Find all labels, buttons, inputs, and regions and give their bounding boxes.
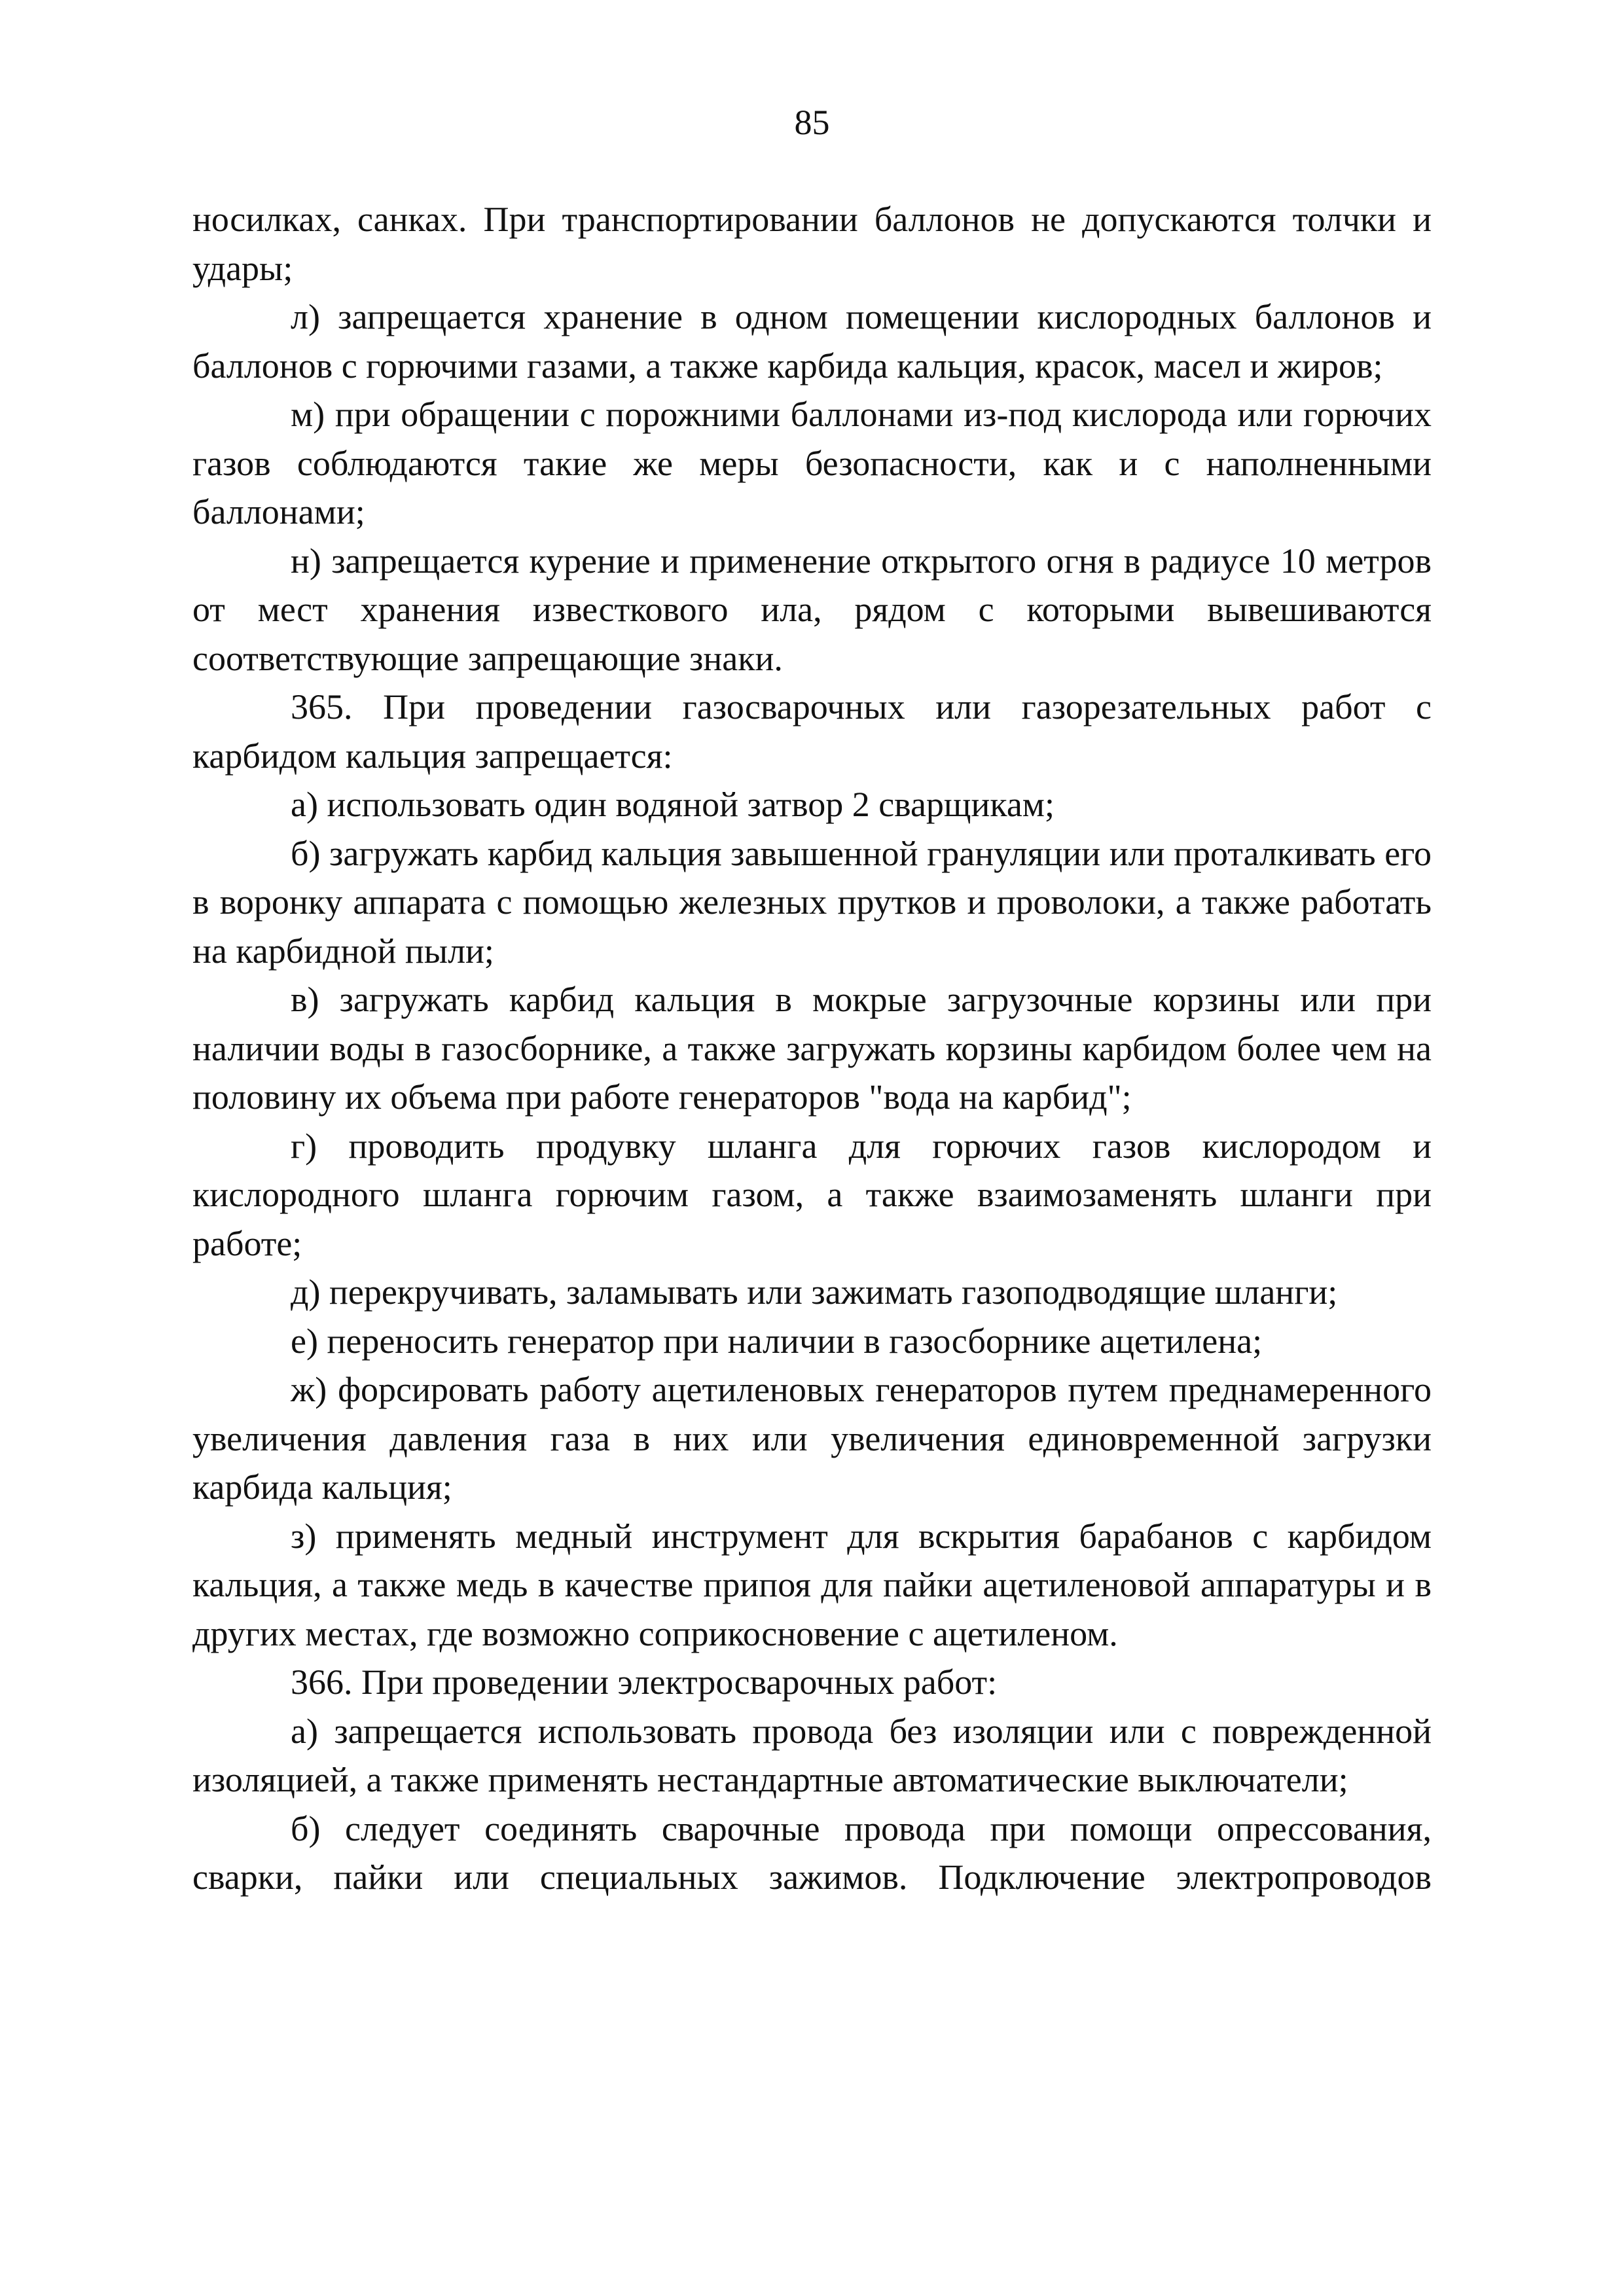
clause-365-item-zh: ж) форсировать работу ацетиленовых генераторов путем преднамеренного увеличения давления газа в них или увеличения единовременной загрузки карбида кальция;: [192, 1370, 1432, 1507]
clause-365: 365. При проведении газосварочных или газорезательных работ с карбидом кальция запрещается:: [192, 687, 1432, 776]
list-item-n: н) запрещается курение и применение открытого огня в радиусе 10 метров от мест хранения известкового ила, рядом с которыми вывешиваются соответствующие запрещающие знаки.: [192, 541, 1432, 678]
clause-365-item-v: в) загружать карбид кальция в мокрые загрузочные корзины или при наличии воды в газосборнике, а также загружать корзины карбидом более чем на половину их объема при работе генераторов "вода на карбид";: [192, 980, 1432, 1117]
paragraph-continuation: носилках, санках. При транспортировании баллонов не допускаются толчки и удары;: [192, 200, 1432, 288]
clause-365-item-e: е) переносить генератор при наличии в газосборнике ацетилена;: [291, 1321, 1263, 1361]
list-item-m: м) при обращении с порожними баллонами из-под кислорода или горючих газов соблюдаются такие же меры безопасности, как и с наполненными баллонами;: [192, 395, 1432, 531]
clause-366: 366. При проведении электросварочных работ:: [291, 1662, 998, 1702]
clause-366-item-a: а) запрещается использовать провода без изоляции или с поврежденной изоляцией, а также применять нестандартные автоматические выключатели;: [192, 1711, 1432, 1799]
clause-366-item-b: б) следует соединять сварочные провода при помощи опрессования, сварки, пайки или специальных зажимов. Подключение электропроводов: [192, 1808, 1432, 1897]
clause-365-item-z: з) применять медный инструмент для вскрытия барабанов с карбидом кальция, а также медь в качестве припоя для пайки ацетиленовой аппаратуры и в других местах, где возможно соприкосновение с ацетиленом.: [192, 1516, 1432, 1653]
clause-365-item-d: д) перекручивать, заламывать или зажимать газоподводящие шланги;: [291, 1272, 1338, 1312]
document-body: [192, 195, 1432, 1902]
clause-365-item-b: б) загружать карбид кальция завышенной грануляции или проталкивать его в воронку аппарата с помощью железных прутков и проволоки, а также работать на карбидной пыли;: [192, 833, 1432, 971]
clause-365-item-a: а) использовать один водяной затвор 2 сварщикам;: [291, 785, 1055, 824]
list-item-l: л) запрещается хранение в одном помещении кислородных баллонов и баллонов с горючими газами, а также карбида кальция, красок, масел и жиров;: [192, 297, 1432, 386]
page-number: 85: [794, 103, 830, 142]
clause-365-item-g: г) проводить продувку шланга для горючих газов кислородом и кислородного шланга горючим газом, а также взаимозаменять шланги при работе;: [192, 1126, 1432, 1263]
